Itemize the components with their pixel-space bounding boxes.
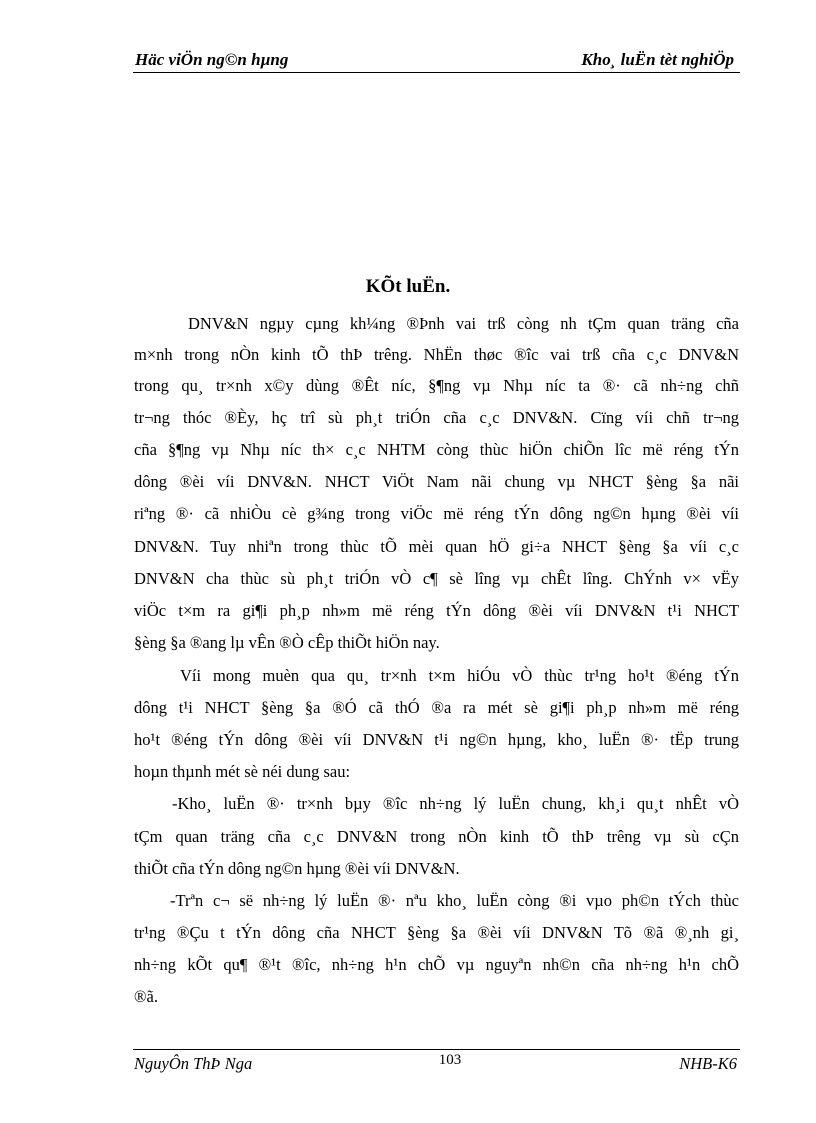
text-line: §èng §a ®ang lµ vÊn ®Ò cÊp thiÕt hiÖn nay. (134, 633, 440, 652)
footer-author: NguyÔn ThÞ Nga (134, 1054, 253, 1073)
text-line: nh÷ng kÕt qu¶ ®¹t ®îc, nh÷ng h¹n chÕ vµ nguyªn nh©n cña nh÷ng h¹n chÕ (134, 955, 739, 974)
text-line: DNV&N cha thùc sù ph¸t triÓn vÒ c¶ sè lîng vµ chÊt lîng. ChÝnh v× vËy (134, 569, 739, 588)
text-line: hoµn thµnh mét sè néi dung sau: (134, 762, 351, 781)
text-line: tr¬ng thóc ®Èy, hç trî sù ph¸t triÓn cña c¸c DNV&N. Cïng víi chñ tr¬ng (134, 408, 739, 427)
text-line: DNV&N ngµy cµng kh¼ng ®Þnh vai trß còng nh tÇm quan träng cña (188, 314, 739, 333)
text-line: trong qu¸ tr×nh x©y dùng ®Êt níc, §¶ng vµ Nhµ níc ta ®· cã nh÷ng chñ (134, 376, 739, 395)
text-line: dông t¹i NHCT §èng §a ®Ó cã thÓ ®a ra mét sè gi¶i ph¸p nh»m më réng (134, 698, 739, 717)
text-line: tr¹ng ®Çu t tÝn dông cña NHCT §èng §a ®èi víi DNV&N Tõ ®ã ®¸nh gi¸ (134, 923, 739, 942)
text-line: -Trªn c¬ së nh÷ng lý luËn ®· nªu kho¸ luËn còng ®i vµo ph©n tÝch thùc (170, 891, 739, 910)
footer-rule (133, 1049, 740, 1050)
text-line: cña §¶ng vµ Nhµ níc th× c¸c NHTM còng thùc hiÖn chiÕn lîc më réng tÝn (134, 440, 739, 459)
text-line: viÖc t×m ra gi¶i ph¸p nh»m më réng tÝn dông ®èi víi DNV&N t¹i NHCT (134, 601, 739, 620)
text-line: thiÕt cña tÝn dông ng©n hµng ®èi víi DNV&N. (134, 859, 460, 878)
text-line: ho¹t ®éng tÝn dông ®èi víi DNV&N t¹i ng©n hµng, kho¸ luËn ®· tËp trung (134, 730, 739, 749)
page-header (133, 48, 740, 73)
text-line: Víi mong muèn qua qu¸ tr×nh t×m hiÓu vÒ thùc tr¹ng ho¹t ®éng tÝn (180, 666, 739, 685)
header-institution: Häc viÖn ng©n hµng (135, 50, 289, 69)
text-line: ®ã. (134, 987, 158, 1006)
header-document-type: Kho¸ luËn tèt nghiÖp (581, 50, 734, 69)
text-line: -Kho¸ luËn ®· tr×nh bµy ®îc nh÷ng lý luËn chung, kh¸i qu¸t nhÊt vÒ (172, 794, 739, 813)
text-line: DNV&N. Tuy nhiªn trong thùc tÕ mèi quan hÖ gi÷a NHCT §èng §a víi c¸c (134, 537, 739, 556)
text-line: m×nh trong nÒn kinh tÕ thÞ trêng. NhËn thøc ®îc vai trß cña c¸c DNV&N (134, 345, 739, 364)
text-line: tÇm quan träng cña c¸c DNV&N trong nÒn kinh tÕ thÞ trêng vµ sù cÇn (134, 827, 739, 846)
page-number: 103 (438, 1052, 462, 1068)
text-line: dông ®èi víi DNV&N. NHCT ViÖt Nam nãi chung vµ NHCT §èng §a nãi (134, 472, 739, 491)
footer-code: NHB-K6 (679, 1054, 737, 1073)
text-line: riªng ®· cã nhiÒu cè g¾ng trong viÖc më réng tÝn dông ng©n hµng ®èi víi (134, 504, 739, 523)
section-title: KÕt luËn. (365, 276, 451, 297)
